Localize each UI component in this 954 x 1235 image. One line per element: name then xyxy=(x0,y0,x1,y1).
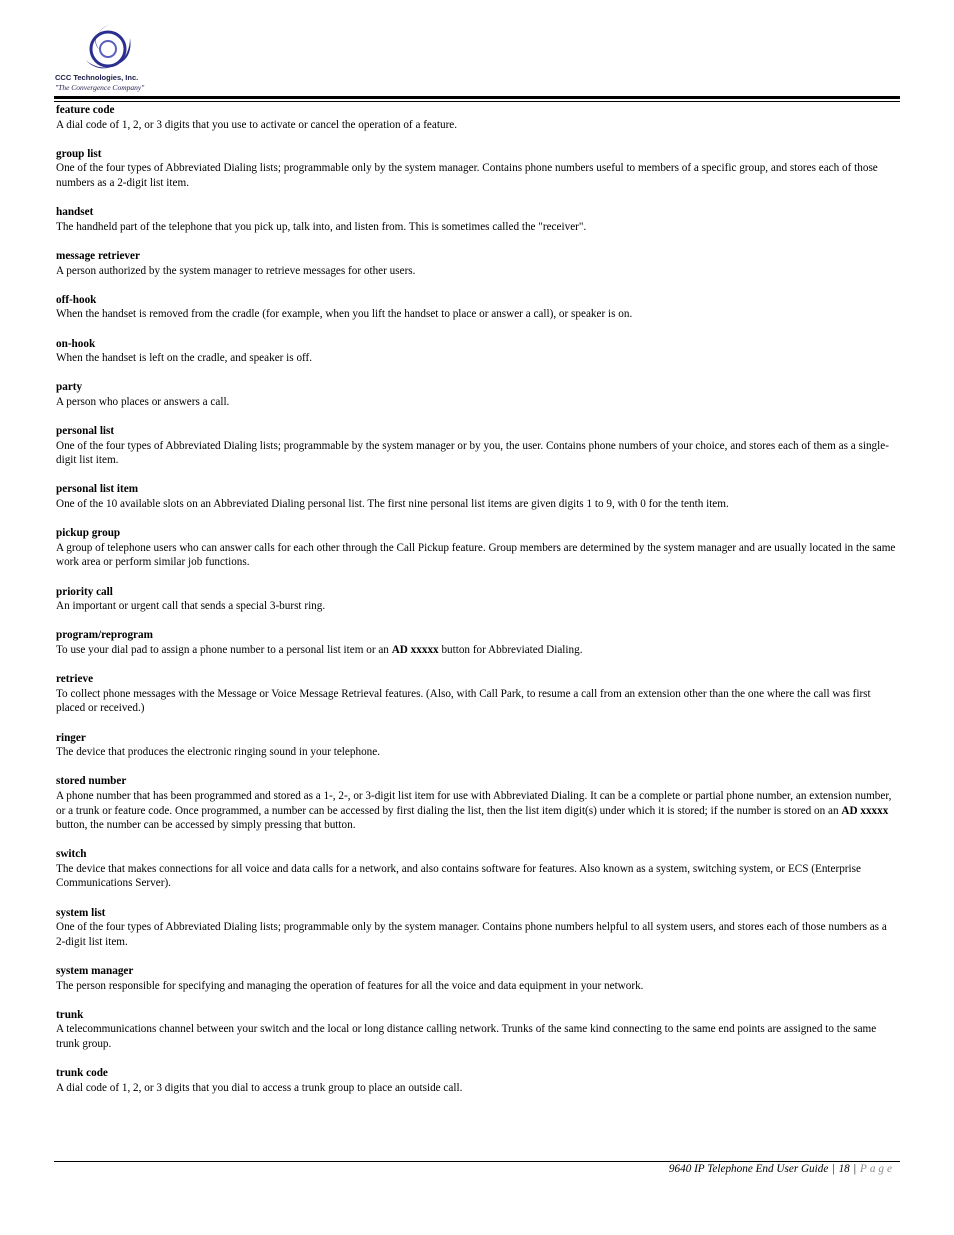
logo-tagline: "The Convergence Company" xyxy=(55,83,145,92)
glossary-definition: When the handset is left on the cradle, and speaker is off. xyxy=(56,352,313,365)
glossary-term: ringer xyxy=(56,731,86,744)
glossary-entry-trunk xyxy=(56,1008,898,1052)
glossary-term: handset xyxy=(56,206,94,219)
glossary-term: personal list item xyxy=(56,483,139,496)
glossary-term: system list xyxy=(56,906,106,919)
glossary-definition: A telecommunications channel between your switch and the local or long distance calling network. Trunks of the same kind connecting to the same end points are assigned to the same trunk group. xyxy=(56,1023,877,1050)
glossary-term: system manager xyxy=(56,965,134,978)
glossary-definition: The person responsible for specifying and managing the operation of features for all the voice and data equipment in your network. xyxy=(56,979,644,992)
glossary-entry-personal-list xyxy=(56,424,898,468)
glossary-list xyxy=(56,103,898,1110)
glossary-entry-feature-code xyxy=(56,103,898,132)
glossary-definition: An important or urgent call that sends a special 3-burst ring. xyxy=(56,600,326,613)
definition-text: To use your dial pad to assign a phone number to a personal list item or an xyxy=(56,643,392,656)
glossary-term: message retriever xyxy=(56,249,140,262)
swirl-logo-icon xyxy=(80,20,136,76)
glossary-entry-ringer xyxy=(56,731,898,760)
glossary-definition: One of the four types of Abbreviated Dialing lists; programmable only by the system manager. Contains phone numbers helpful to all system users, and stores each of those numbers as a 2-digit list item. xyxy=(56,921,887,948)
glossary-entry-system-manager xyxy=(56,964,898,993)
glossary-entry-program-reprogram xyxy=(56,628,898,657)
glossary-definition: The handheld part of the telephone that you pick up, talk into, and listen from. This is sometimes called the "receiver". xyxy=(56,220,587,233)
definition-text: A phone number that has been programmed and stored as a 1-, 2-, or 3-digit list item for use with Abbreviated Dialing. It can be a complete or partial phone number, an extension number, or a trunk or feature code. Once programmed, a number can be accessed by first dialing the list, then the list item digit(s) under which it is stored; if the number is stored on an xyxy=(56,789,892,817)
glossary-term: trunk xyxy=(56,1008,84,1021)
glossary-entry-stored-number xyxy=(56,774,898,832)
glossary-term: party xyxy=(56,381,83,394)
glossary-definition: A dial code of 1, 2, or 3 digits that you use to activate or cancel the operation of a feature. xyxy=(56,118,458,131)
company-logo xyxy=(54,18,184,96)
page-footer xyxy=(669,1163,895,1175)
glossary-term: group list xyxy=(56,147,102,160)
glossary-entry-priority-call xyxy=(56,585,898,614)
glossary-definition: To collect phone messages with the Message or Voice Message Retrieval features. (Also, with Call Park, to resume a call from an extension other than the one where the call was first placed or received.) xyxy=(56,687,871,715)
glossary-term: switch xyxy=(56,848,87,861)
glossary-entry-off-hook xyxy=(56,293,898,322)
glossary-term: feature code xyxy=(56,104,115,116)
glossary-entry-system-list xyxy=(56,906,898,950)
glossary-term: trunk code xyxy=(56,1067,108,1080)
glossary-entry-pickup-group xyxy=(56,526,898,570)
glossary-definition: One of the four types of Abbreviated Dialing lists; programmable only by the system manager. Contains phone numbers useful to members of a specific group, and stores each of those numbers as a 2-digit list item. xyxy=(56,162,878,189)
glossary-entry-retrieve xyxy=(56,672,898,716)
glossary-definition xyxy=(56,789,898,833)
glossary-definition: A person who places or answers a call. xyxy=(56,395,230,408)
glossary-term: off-hook xyxy=(56,293,97,306)
glossary-term: program/reprogram xyxy=(56,629,153,642)
glossary-term: priority call xyxy=(56,585,113,598)
glossary-definition: The device that produces the electronic ringing sound in your telephone. xyxy=(56,746,381,759)
header-divider-thick xyxy=(54,96,900,99)
definition-text: button, the number can be accessed by simply pressing that button. xyxy=(56,819,356,832)
definition-text: button for Abbreviated Dialing. xyxy=(438,643,583,656)
logo-company-name: CCC Technologies, Inc. xyxy=(55,73,139,82)
glossary-term: personal list xyxy=(56,425,115,438)
glossary-entry-personal-list-item xyxy=(56,482,898,511)
glossary-term: on-hook xyxy=(56,337,96,350)
glossary-term: stored number xyxy=(56,775,127,788)
glossary-term: retrieve xyxy=(56,673,94,686)
glossary-definition xyxy=(56,643,898,658)
footer-separator: | xyxy=(853,1163,856,1175)
page-label: Page xyxy=(860,1163,895,1175)
glossary-definition: The device that makes connections for all voice and data calls for a network, and also contains software for features. Also known as a system, switching system, or ECS (Enterprise Communications Server). xyxy=(56,862,861,890)
glossary-entry-message-retriever xyxy=(56,249,898,278)
glossary-entry-handset xyxy=(56,205,898,234)
footer-separator: | xyxy=(832,1163,835,1175)
footer-divider xyxy=(54,1161,900,1162)
footer-guide-title: 9640 IP Telephone End User Guide xyxy=(668,1163,829,1175)
ad-button-label: AD xxxxx xyxy=(391,643,439,656)
glossary-entry-on-hook xyxy=(56,337,898,366)
glossary-entry-group-list xyxy=(56,147,898,191)
glossary-definition: One of the 10 available slots on an Abbreviated Dialing personal list. The first nine personal list items are given digits 1 to 9, with 0 for the tenth item. xyxy=(56,498,729,511)
glossary-definition: When the handset is removed from the cradle (for example, when you lift the handset to place or answer a call), or speaker is on. xyxy=(56,308,633,321)
glossary-entry-trunk-code xyxy=(56,1066,898,1095)
glossary-definition: A group of telephone users who can answer calls for each other through the Call Pickup feature. Group members are determined by the system manager and are usually located in the same work area or perform similar job functions. xyxy=(56,541,896,569)
header-divider-thin xyxy=(54,101,900,102)
glossary-definition: One of the four types of Abbreviated Dialing lists; programmable by the system manager or by you, the user. Contains phone numbers of your choice, and stores each of them as a single-digit list item. xyxy=(56,439,889,467)
ad-button-label: AD xxxxx xyxy=(841,804,889,817)
glossary-term: pickup group xyxy=(56,527,121,540)
glossary-definition: A dial code of 1, 2, or 3 digits that you dial to access a trunk group to place an outside call. xyxy=(56,1081,463,1094)
glossary-definition: A person authorized by the system manager to retrieve messages for other users. xyxy=(56,264,416,277)
page-number: 18 xyxy=(838,1163,850,1175)
glossary-entry-switch xyxy=(56,847,898,891)
glossary-entry-party xyxy=(56,380,898,409)
